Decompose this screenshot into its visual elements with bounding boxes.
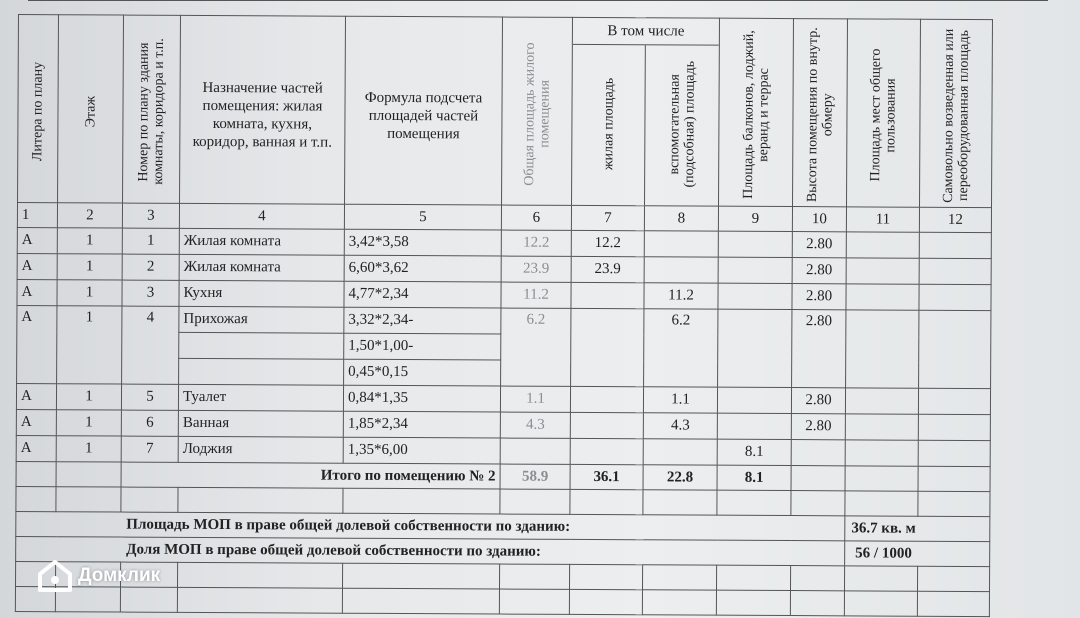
empty-cell: [918, 466, 990, 491]
cell-num: 4: [122, 306, 179, 384]
cell-letter: А: [17, 305, 57, 383]
cell-num: 3: [122, 280, 179, 306]
cell-height: 2.80: [791, 388, 845, 414]
header-in-total: В том числе: [573, 18, 719, 46]
cell-unauthorized: [919, 258, 991, 284]
mop-share-label: Доля МОП в праве общей долевой собственности по зданию:: [16, 536, 845, 565]
col-number: 1: [17, 203, 57, 228]
top-rule: [28, 0, 1048, 1]
empty-cell: [642, 565, 716, 590]
cell-formula: 4,77*2,34: [344, 281, 501, 308]
explication-table: [15, 14, 993, 617]
cell-total: 12.2: [501, 230, 571, 256]
cell-name: Кухня: [179, 280, 344, 307]
cell-num: 2: [122, 254, 179, 280]
mop-area-value: 36.7 кв. м: [845, 516, 990, 542]
cell-aux: [643, 439, 717, 465]
cell-name: [179, 332, 344, 359]
cell-floor: 1: [56, 384, 121, 410]
cell-living: 23.9: [571, 256, 644, 282]
cell-unauthorized: [918, 440, 990, 466]
empty-cell: [918, 566, 990, 591]
empty-cell: [844, 591, 917, 616]
empty-cell: [499, 589, 569, 614]
empty-cell: [570, 489, 643, 514]
empty-cell: [500, 489, 570, 514]
mop-share-value: 56 / 1000: [845, 541, 990, 567]
col-number: 6: [501, 205, 571, 230]
empty-cell: [791, 466, 845, 491]
empty-cell: [178, 562, 343, 588]
cell-balcony: [718, 231, 792, 257]
totals-aux: 22.8: [643, 465, 717, 490]
watermark-text: Домклик: [78, 565, 161, 586]
cell-letter: А: [16, 409, 56, 435]
cell-formula: 1,50*1,00-: [344, 333, 501, 360]
totals-balcony: 8.1: [717, 465, 791, 490]
cell-name: Лоджия: [178, 436, 343, 463]
cell-total: 4.3: [500, 412, 570, 438]
cell-floor: 1: [57, 306, 122, 384]
header-col1: Литера по плану: [30, 60, 46, 161]
col-number: 12: [919, 207, 991, 232]
header-col8: вспомогательная (подсобная) площадь: [666, 61, 698, 188]
cell-letter: А: [16, 435, 56, 461]
cell-height: [791, 440, 845, 466]
cell-formula: 0,45*0,15: [344, 359, 501, 386]
col-number: 4: [179, 203, 344, 229]
cell-unauthorized: [919, 284, 991, 310]
cell-name: Жилая комната: [179, 254, 344, 281]
cell-common: [846, 232, 919, 258]
header-col7: жилая площадь: [600, 77, 617, 171]
header-col9: Площадь балконов, лоджий, веранд и террас: [740, 29, 772, 199]
col-number: 2: [57, 203, 122, 228]
header-col11: Площадь мест общего пользования: [868, 48, 899, 182]
cell-letter: А: [17, 279, 57, 305]
empty-cell: [178, 487, 343, 513]
header-col12: Самовольно возведенная или переоборудованная площадь: [940, 28, 972, 203]
cell-total: 6.2: [501, 308, 571, 386]
cell-name: Ванная: [178, 410, 343, 437]
col-number: 7: [571, 205, 644, 230]
table-row: [17, 305, 991, 336]
cell-total: 1.1: [500, 386, 570, 412]
cell-letter: А: [17, 227, 57, 253]
cell-common: [845, 388, 918, 414]
col-number: 5: [344, 204, 501, 230]
cell-living: 12.2: [571, 230, 644, 256]
empty-cell: [56, 462, 121, 487]
watermark: [38, 560, 160, 592]
totals-label: Итого по помещению № 2: [121, 462, 500, 489]
header-col4: Назначение частей помещения: жилая комната, кухня, коридор, ванная и т.п.: [192, 79, 333, 151]
cell-aux: [644, 257, 718, 283]
header-col5: Формула подсчета площадей частей помещения: [364, 89, 483, 142]
empty-cell: [342, 588, 499, 614]
col-number: 10: [792, 207, 846, 232]
header-col10: Высота помещения по внутр. обмеру: [804, 27, 836, 203]
domclick-house-icon: [38, 560, 72, 592]
totals-living: 36.1: [570, 464, 643, 489]
col-number: 9: [718, 206, 792, 231]
cell-name: Туалет: [178, 384, 343, 411]
header-col2: Этаж: [82, 95, 99, 127]
empty-cell: [791, 491, 845, 516]
cell-common: [846, 284, 919, 310]
cell-total: 11.2: [501, 282, 571, 308]
cell-formula: 0,84*1,35: [343, 385, 500, 412]
empty-cell: [56, 487, 121, 512]
cell-common: [846, 258, 919, 284]
cell-height: 2.80: [792, 258, 846, 284]
empty-cell: [569, 564, 642, 589]
cell-aux: [644, 231, 718, 257]
cell-num: 6: [121, 410, 178, 436]
cell-common: [845, 414, 918, 440]
cell-common: [845, 440, 918, 466]
cell-floor: 1: [57, 254, 122, 280]
cell-total: 23.9: [501, 256, 571, 282]
cell-balcony: [718, 309, 792, 387]
empty-cell: [16, 461, 56, 486]
empty-cell: [717, 565, 791, 590]
cell-unauthorized: [919, 232, 991, 258]
empty-cell: [177, 587, 342, 613]
empty-cell: [342, 563, 499, 589]
cell-height: 2.80: [791, 414, 845, 440]
col-number: 3: [122, 203, 179, 228]
col-number: 11: [846, 207, 919, 232]
cell-formula: 1,35*6,00: [343, 437, 500, 464]
cell-living: [570, 438, 643, 464]
empty-cell: [845, 491, 918, 516]
cell-balcony: [718, 283, 792, 309]
cell-num: 5: [121, 384, 178, 410]
cell-living: [571, 282, 644, 308]
cell-formula: 3,32*2,34-: [344, 307, 501, 334]
empty-cell: [918, 491, 990, 516]
cell-height: 2.80: [792, 310, 846, 388]
empty-cell: [642, 590, 716, 615]
empty-cell: [569, 589, 642, 614]
empty-cell: [791, 566, 845, 591]
cell-aux: 4.3: [643, 413, 717, 439]
empty-cell: [16, 486, 56, 511]
empty-cell: [717, 490, 791, 515]
empty-cell: [845, 566, 918, 591]
cell-living: [570, 412, 643, 438]
header-col6: Общая площадь жилого помещения: [521, 41, 553, 185]
cell-formula: 1,85*2,34: [343, 411, 500, 438]
mop-area-label: Площадь МОП в праве общей долевой собственности по зданию:: [16, 511, 845, 540]
cell-floor: 1: [56, 436, 121, 462]
empty-cell: [790, 591, 844, 616]
empty-cell: [917, 591, 989, 616]
empty-cell: [343, 488, 500, 514]
cell-height: 2.80: [792, 232, 846, 258]
cell-unauthorized: [919, 310, 991, 388]
cell-num: 1: [122, 228, 179, 254]
cell-floor: 1: [57, 280, 122, 306]
header-row: [18, 15, 993, 208]
cell-common: [846, 310, 919, 388]
cell-formula: 3,42*3,58: [344, 229, 501, 256]
cell-name: Прихожая: [179, 306, 344, 333]
cell-letter: А: [16, 383, 56, 409]
cell-floor: 1: [56, 410, 121, 436]
cell-balcony: [717, 387, 791, 413]
col-number: 8: [644, 206, 718, 231]
cell-floor: 1: [57, 228, 122, 254]
header-col3: Номер по плану здания комнаты, коридора и т.п.: [136, 37, 167, 185]
empty-cell: [499, 564, 569, 589]
totals-total: 58.9: [500, 464, 570, 489]
cell-formula: 6,60*3,62: [344, 255, 501, 282]
empty-cell: [643, 490, 717, 515]
cell-aux: 11.2: [644, 283, 718, 309]
cell-name: [179, 358, 344, 385]
cell-balcony: [717, 413, 791, 439]
cell-letter: А: [17, 253, 57, 279]
empty-cell: [121, 487, 178, 512]
empty-cell: [716, 590, 790, 615]
cell-aux: 6.2: [644, 309, 718, 387]
cell-num: 7: [121, 436, 178, 462]
cell-height: 2.80: [792, 284, 846, 310]
blank-row: [15, 586, 989, 616]
cell-balcony: [718, 257, 792, 283]
cell-living: [570, 386, 643, 412]
empty-cell: [845, 466, 918, 491]
cell-aux: 1.1: [643, 387, 717, 413]
cell-name: Жилая комната: [179, 228, 344, 255]
cell-unauthorized: [918, 388, 990, 414]
cell-living: [571, 308, 644, 386]
cell-total: [500, 438, 570, 464]
cell-unauthorized: [918, 414, 990, 440]
cell-balcony: 8.1: [717, 439, 791, 465]
